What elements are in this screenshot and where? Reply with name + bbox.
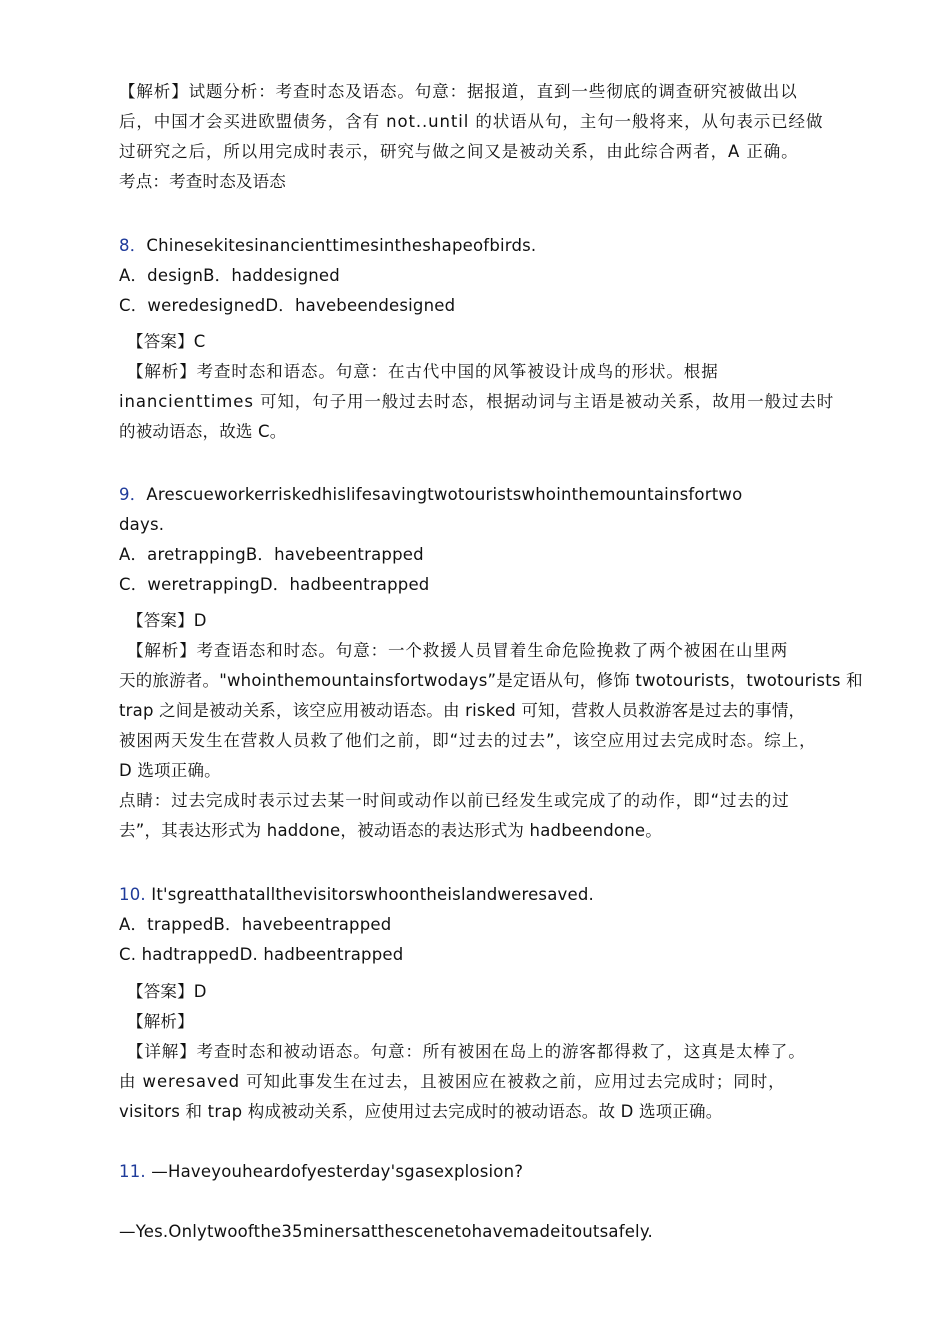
question-number: 8． — [119, 236, 147, 255]
question-number: 9． — [119, 485, 147, 504]
question-11 — [119, 1161, 523, 1183]
q11-reply: —Yes.Onlytwoofthe35minersatthescenetohavemadeitoutsafely. — [119, 1222, 653, 1241]
q9-options-cd: C．weretrappingD．hadbeentrapped — [119, 575, 430, 594]
q10-detail-line-3: visitors 和 trap 构成被动关系，应使用过去完成时的被动语态。故 D 选项正确。 — [119, 1102, 723, 1121]
question-8 — [119, 235, 536, 257]
q8-analysis-line-1: 【解析】考查时态和语态。句意：在古代中国的风筝被设计成鸟的形状。根据 — [127, 362, 719, 381]
prev-analysis-line-1: 【解析】试题分析：考查时态及语态。句意：据报道，直到一些彻底的调查研究被做出以 — [119, 82, 798, 101]
question-10 — [119, 884, 594, 906]
q9-analysis-line-5: D 选项正确。 — [119, 761, 221, 780]
question-stem: It'sgreatthatallthevisitorswhoontheislandweresaved. — [145, 885, 594, 904]
q9-stem-continued: days. — [119, 515, 165, 534]
question-stem: —Haveyouheardofyesterday'sgasexplosion? — [145, 1162, 524, 1181]
q8-options-ab: A．designB．haddesigned — [119, 266, 340, 285]
q9-analysis-line-2: 天的旅游者。"whointhemountainsfortwodays”是定语从句，修饰 twotourists，twotourists 和 — [119, 671, 863, 690]
question-number: 11. — [119, 1162, 146, 1181]
prev-analysis-line-3: 过研究之后，所以用完成时表示，研究与做之间又是被动关系，由此综合两者，A 正确。 — [119, 142, 799, 161]
q10-detail-line-2: 由 weresaved 可知此事发生在过去，且被困应在被救之前，应用过去完成时；同时， — [119, 1072, 786, 1091]
q10-analysis-label: 【解析】 — [127, 1012, 194, 1031]
question-number: 10. — [119, 885, 146, 904]
prev-analysis-line-2: 后，中国才会买进欧盟债务，含有 not..until 的状语从句，主句一般将来，从句表示已经做 — [119, 112, 824, 131]
q8-analysis-line-3: 的被动语态，故选 C。 — [119, 422, 287, 441]
question-stem: Arescueworkerriskedhislifesavingtwotouristswhointhemountainsfortwo — [146, 485, 743, 504]
q10-answer: 【答案】D — [127, 982, 207, 1001]
q9-tip-line-2: 去”，其表达形式为 haddone，被动语态的表达形式为 hadbeendone。 — [119, 821, 662, 840]
q8-answer: 【答案】C — [127, 332, 206, 351]
q8-options-cd: C．weredesignedD．havebeendesigned — [119, 296, 456, 315]
question-stem: Chinesekitesinancienttimesintheshapeofbirds. — [146, 236, 537, 255]
question-9 — [119, 484, 742, 506]
q8-analysis-line-2: inancienttimes 可知，句子用一般过去时态，根据动词与主语是被动关系，故用一般过去时 — [119, 392, 835, 411]
q9-tip-line-1: 点睛：过去完成时表示过去某一时间或动作以前已经发生或完成了的动作，即“过去的过 — [119, 791, 790, 810]
q10-detail-line-1: 【详解】考查时态和被动语态。句意：所有被困在岛上的游客都得救了，这真是太棒了。 — [127, 1042, 806, 1061]
q9-analysis-line-3: trap 之间是被动关系，该空应用被动语态。由 risked 可知，营救人员救游客是过去的事情， — [119, 701, 806, 720]
q10-options-ab: A．trappedB．havebeentrapped — [119, 915, 392, 934]
prev-analysis-point: 考点：考查时态及语态 — [119, 172, 286, 191]
q10-options-cd: C. hadtrappedD. hadbeentrapped — [119, 945, 404, 964]
q9-options-ab: A．aretrappingB．havebeentrapped — [119, 545, 424, 564]
q9-analysis-line-1: 【解析】考查语态和时态。句意：一个救援人员冒着生命危险挽救了两个被困在山里两 — [127, 641, 789, 660]
q9-analysis-line-4: 被困两天发生在营救人员救了他们之前，即“过去的过去”，该空应用过去完成时态。综上， — [119, 731, 817, 750]
q9-answer: 【答案】D — [127, 611, 207, 630]
